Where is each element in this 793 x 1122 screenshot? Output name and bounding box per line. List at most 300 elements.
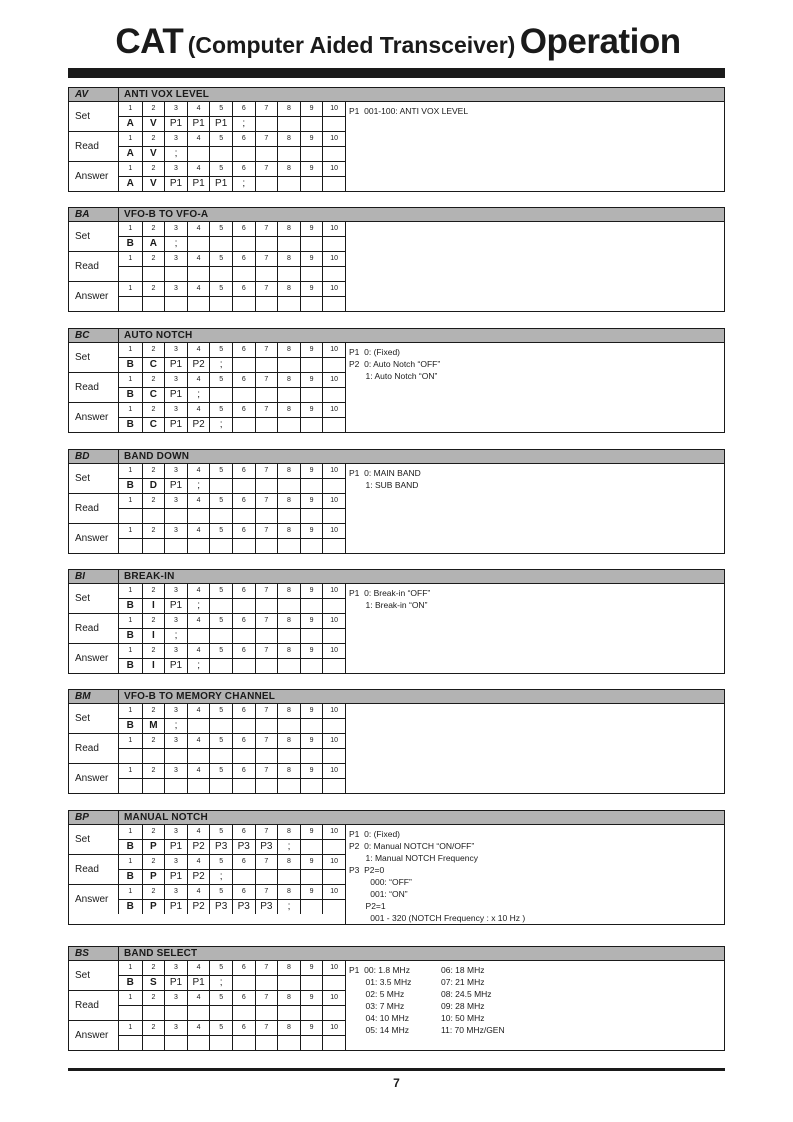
command-char: A: [142, 237, 165, 251]
command-char: [255, 719, 278, 733]
command-char: [209, 479, 232, 493]
digit-position: 9: [300, 614, 323, 628]
digit-position: 9: [300, 162, 323, 176]
digit-position: 6: [232, 373, 255, 387]
digit-position: 3: [164, 734, 187, 748]
command-char: [232, 599, 255, 613]
command-char: [300, 659, 323, 673]
command-char: P1: [187, 117, 210, 131]
digit-position: 1: [128, 225, 133, 232]
command-char: [119, 779, 142, 793]
command-char: [164, 297, 187, 311]
command-char: P: [142, 840, 165, 854]
command-char: [300, 358, 323, 372]
digit-position: 8: [277, 222, 300, 236]
command-char: [232, 297, 255, 311]
command-char: [300, 117, 323, 131]
digit-position: 6: [232, 494, 255, 508]
command-char: [187, 267, 210, 281]
command-row-read: [69, 854, 345, 884]
command-header: [69, 450, 724, 464]
command-char: P2: [187, 900, 210, 914]
command-char: [255, 1006, 278, 1020]
digit-position: 6: [232, 524, 255, 538]
digit-position: 9: [300, 524, 323, 538]
digit-position: 7: [255, 704, 278, 718]
command-row-read: [69, 251, 345, 281]
command-char: [300, 539, 323, 553]
digit-position: 7: [255, 373, 278, 387]
digit-position: 2: [142, 373, 165, 387]
digit-position: 8: [277, 885, 300, 899]
command-characters: [119, 358, 345, 372]
command-char: [300, 749, 323, 763]
digit-position: 4: [187, 524, 210, 538]
command-row-set: [69, 343, 345, 372]
digit-position: 9: [300, 464, 323, 478]
command-code: AV: [69, 88, 119, 101]
command-characters: [119, 267, 345, 281]
page-title: [68, 22, 728, 62]
digit-position: 3: [164, 464, 187, 478]
digit-positions: [119, 464, 345, 479]
command-char: [142, 297, 165, 311]
digit-position: 8: [277, 584, 300, 598]
command-char: [232, 1036, 255, 1050]
command-char: [255, 117, 278, 131]
command-char: V: [142, 117, 165, 131]
command-char: [277, 147, 300, 161]
digit-position: 2: [142, 614, 165, 628]
command-char: [209, 237, 232, 251]
row-label: Read: [69, 132, 119, 161]
digit-position: 5: [209, 734, 232, 748]
command-characters: [119, 870, 345, 884]
digit-position: 7: [255, 343, 278, 357]
digit-position: 4: [187, 494, 210, 508]
digit-position: 1: [128, 285, 133, 292]
digit-position: 6: [232, 132, 255, 146]
command-char: [300, 599, 323, 613]
command-char: [322, 1036, 345, 1050]
command-characters: [119, 297, 345, 311]
digit-position: 5: [209, 252, 232, 266]
digit-position: 1: [128, 587, 133, 594]
digit-position: 2: [142, 584, 165, 598]
command-char: [164, 749, 187, 763]
digit-position: 5: [209, 764, 232, 778]
command-char: [164, 1036, 187, 1050]
command-name: VFO-B TO VFO-A: [124, 209, 209, 220]
command-char: P1: [164, 599, 187, 613]
digit-position: 7: [255, 464, 278, 478]
command-char: B: [126, 841, 134, 852]
digit-position: 4: [187, 403, 210, 417]
command-header: [69, 690, 724, 704]
digit-position: 1: [128, 858, 133, 865]
command-char: [187, 629, 210, 643]
command-char: [142, 509, 165, 523]
digit-position: 7: [255, 102, 278, 116]
command-char: P1: [164, 976, 187, 990]
row-cells: [119, 222, 345, 251]
command-code: BC: [69, 329, 119, 342]
digit-position: 4: [187, 825, 210, 839]
digit-position: 3: [164, 584, 187, 598]
command-char: [142, 267, 165, 281]
parameter-notes: [346, 825, 724, 924]
command-char: [209, 388, 232, 402]
digit-position: 8: [277, 494, 300, 508]
digit-position: 7: [255, 162, 278, 176]
note-line: P1 0: (Fixed): [349, 829, 401, 839]
digit-position: 2: [142, 222, 165, 236]
digit-position: 5: [209, 524, 232, 538]
command-body: [69, 704, 724, 793]
command-code: BS: [69, 947, 119, 960]
digit-position: 6: [232, 102, 255, 116]
command-char: [187, 749, 210, 763]
digit-position: 8: [277, 764, 300, 778]
command-char: C: [142, 358, 165, 372]
command-char: [142, 1006, 165, 1020]
command-char: [300, 418, 323, 432]
command-char: [255, 539, 278, 553]
digit-position: 3: [164, 373, 187, 387]
command-row-set: [69, 222, 345, 251]
digit-position: 3: [164, 524, 187, 538]
digit-position: 1: [128, 617, 133, 624]
command-char: [232, 659, 255, 673]
command-char: P1: [164, 840, 187, 854]
page-number: 7: [393, 1076, 400, 1090]
row-cells: [119, 464, 345, 493]
digit-position: 6: [232, 704, 255, 718]
digit-positions: [119, 855, 345, 870]
command-code: BP: [69, 811, 119, 824]
command-char: [187, 779, 210, 793]
command-char: M: [142, 719, 165, 733]
note-line: 1: SUB BAND: [349, 480, 419, 490]
digit-position: 3: [164, 252, 187, 266]
digit-position: 3: [164, 1021, 187, 1035]
digit-position: 9: [300, 494, 323, 508]
command-characters: [119, 900, 345, 914]
command-char: C: [142, 418, 165, 432]
command-char: V: [142, 177, 165, 191]
digit-position: 7: [255, 132, 278, 146]
command-char: [322, 479, 345, 493]
command-char: [322, 358, 345, 372]
command-char: P1: [164, 870, 187, 884]
digit-position: 10: [322, 282, 345, 296]
command-char: B: [126, 660, 134, 671]
command-row-read: [69, 733, 345, 763]
command-char: [277, 719, 300, 733]
command-char: ;: [164, 719, 187, 733]
command-name: BAND SELECT: [124, 948, 198, 959]
command-char: ;: [232, 177, 255, 191]
row-cells: [119, 252, 345, 281]
digit-position: 4: [187, 614, 210, 628]
digit-position: 9: [300, 1021, 323, 1035]
command-char: [164, 779, 187, 793]
row-cells: [119, 1021, 345, 1050]
digit-positions: [119, 885, 345, 900]
command-characters: [119, 629, 345, 643]
command-rows: [69, 343, 346, 432]
digit-position: 10: [322, 961, 345, 975]
row-label: Read: [69, 373, 119, 402]
digit-position: 10: [322, 162, 345, 176]
digit-position: 2: [142, 102, 165, 116]
command-char: B: [126, 720, 134, 731]
band-entry: P1 00: 1.8 MHz: [349, 965, 410, 975]
command-char: P2: [187, 840, 210, 854]
command-row-set: [69, 704, 345, 733]
command-name: BREAK-IN: [124, 571, 175, 582]
row-cells: [119, 614, 345, 643]
command-char: [255, 479, 278, 493]
digit-position: 2: [142, 644, 165, 658]
command-char: [300, 1006, 323, 1020]
command-code: BD: [69, 450, 119, 463]
command-char: [119, 267, 142, 281]
command-char: [322, 418, 345, 432]
command-char: [142, 779, 165, 793]
command-char: [277, 509, 300, 523]
note-line: 000: “OFF”: [349, 877, 412, 887]
command-char: [255, 388, 278, 402]
command-char: [232, 749, 255, 763]
command-char: [164, 509, 187, 523]
digit-position: 6: [232, 222, 255, 236]
digit-position: 10: [322, 102, 345, 116]
digit-position: 1: [128, 994, 133, 1001]
digit-position: 4: [187, 464, 210, 478]
command-characters: [119, 177, 345, 191]
band-list-left: [349, 964, 441, 1036]
digit-position: 8: [277, 102, 300, 116]
command-char: [187, 1006, 210, 1020]
command-char: ;: [187, 388, 210, 402]
command-characters: [119, 599, 345, 613]
digit-position: 1: [128, 828, 133, 835]
digit-position: 2: [142, 494, 165, 508]
digit-position: 6: [232, 644, 255, 658]
command-char: [232, 237, 255, 251]
command-char: [322, 870, 345, 884]
digit-position: 2: [142, 885, 165, 899]
command-table-av: [68, 87, 725, 192]
digit-position: 10: [322, 1021, 345, 1035]
digit-position: 3: [164, 614, 187, 628]
command-char: [255, 779, 278, 793]
command-char: [209, 297, 232, 311]
digit-positions: [119, 764, 345, 779]
command-char: [255, 599, 278, 613]
digit-position: 1: [128, 376, 133, 383]
digit-position: 4: [187, 584, 210, 598]
command-char: ;: [209, 358, 232, 372]
command-char: ;: [187, 659, 210, 673]
command-char: [300, 388, 323, 402]
command-char: [119, 297, 142, 311]
command-char: [232, 779, 255, 793]
band-entry: 05: 14 MHz: [349, 1025, 409, 1035]
command-char: [209, 509, 232, 523]
command-char: P1: [164, 900, 187, 914]
command-characters: [119, 147, 345, 161]
digit-position: 6: [232, 885, 255, 899]
digit-position: 6: [232, 734, 255, 748]
command-char: [164, 267, 187, 281]
command-rows: [69, 961, 346, 1050]
digit-position: 4: [187, 162, 210, 176]
command-char: [277, 976, 300, 990]
command-char: P: [142, 870, 165, 884]
digit-position: 9: [300, 704, 323, 718]
parameter-notes: [346, 584, 724, 673]
digit-position: 9: [300, 132, 323, 146]
command-characters: [119, 117, 345, 131]
digit-position: 2: [142, 855, 165, 869]
row-cells: [119, 961, 345, 990]
digit-position: 7: [255, 1021, 278, 1035]
digit-position: 10: [322, 252, 345, 266]
digit-position: 3: [164, 403, 187, 417]
command-char: [300, 297, 323, 311]
digit-position: 8: [277, 961, 300, 975]
command-char: [322, 629, 345, 643]
digit-position: 4: [187, 373, 210, 387]
digit-position: 7: [255, 855, 278, 869]
command-char: P3: [209, 900, 232, 914]
digit-position: 3: [164, 282, 187, 296]
digit-position: 8: [277, 1021, 300, 1035]
command-char: [300, 479, 323, 493]
command-char: P1: [164, 177, 187, 191]
command-code: BM: [69, 690, 119, 703]
band-entry: 08: 24.5 MHz: [441, 989, 492, 999]
command-char: [119, 509, 142, 523]
command-char: I: [142, 659, 165, 673]
band-list: [349, 964, 724, 1036]
digit-position: 5: [209, 644, 232, 658]
command-char: [255, 147, 278, 161]
command-char: [209, 1006, 232, 1020]
row-label: Set: [69, 464, 119, 493]
digit-position: 1: [128, 767, 133, 774]
row-cells: [119, 282, 345, 311]
command-char: P1: [209, 177, 232, 191]
command-char: [255, 237, 278, 251]
digit-positions: [119, 704, 345, 719]
digit-position: 1: [128, 647, 133, 654]
command-char: A: [126, 178, 134, 189]
command-char: [322, 388, 345, 402]
digit-position: 3: [164, 222, 187, 236]
command-char: D: [142, 479, 165, 493]
command-header: [69, 88, 724, 102]
command-row-read: [69, 372, 345, 402]
command-char: [209, 719, 232, 733]
band-entry: 06: 18 MHz: [441, 965, 485, 975]
command-char: [322, 237, 345, 251]
digit-positions: [119, 991, 345, 1006]
command-char: [277, 779, 300, 793]
digit-position: 5: [209, 343, 232, 357]
title-end: Operation: [519, 22, 681, 61]
digit-position: 7: [255, 494, 278, 508]
command-char: [255, 418, 278, 432]
digit-position: 5: [209, 584, 232, 598]
digit-positions: [119, 162, 345, 177]
digit-position: 9: [300, 961, 323, 975]
row-label: Set: [69, 343, 119, 372]
command-char: [119, 749, 142, 763]
row-cells: [119, 855, 345, 884]
command-char: [277, 1036, 300, 1050]
command-row-set: [69, 825, 345, 854]
digit-position: 9: [300, 855, 323, 869]
command-char: [277, 659, 300, 673]
command-header: [69, 329, 724, 343]
command-char: [322, 117, 345, 131]
digit-position: 3: [164, 102, 187, 116]
digit-position: 5: [209, 162, 232, 176]
command-name: MANUAL NOTCH: [124, 812, 208, 823]
row-label: Set: [69, 704, 119, 733]
digit-position: 10: [322, 584, 345, 598]
row-label: Answer: [69, 282, 119, 311]
digit-position: 10: [322, 764, 345, 778]
digit-position: 7: [255, 764, 278, 778]
digit-position: 3: [164, 825, 187, 839]
digit-positions: [119, 614, 345, 629]
row-label: Set: [69, 102, 119, 131]
command-char: [322, 719, 345, 733]
digit-position: 1: [128, 964, 133, 971]
command-body: [69, 584, 724, 673]
digit-position: 7: [255, 403, 278, 417]
command-rows: [69, 222, 346, 311]
command-char: ;: [209, 418, 232, 432]
row-label: Read: [69, 734, 119, 763]
command-char: [142, 1036, 165, 1050]
command-rows: [69, 584, 346, 673]
command-char: I: [142, 629, 165, 643]
command-char: P: [142, 900, 165, 914]
digit-position: 2: [142, 961, 165, 975]
command-char: [322, 749, 345, 763]
digit-position: 2: [142, 162, 165, 176]
command-characters: [119, 779, 345, 793]
digit-position: 9: [300, 991, 323, 1005]
command-row-answer: [69, 161, 345, 191]
command-char: [322, 267, 345, 281]
digit-position: 2: [142, 1021, 165, 1035]
command-char: B: [126, 480, 134, 491]
command-char: [232, 539, 255, 553]
command-code: BA: [69, 208, 119, 221]
digit-position: 7: [255, 222, 278, 236]
command-char: [255, 509, 278, 523]
digit-position: 8: [277, 734, 300, 748]
digit-position: 7: [255, 885, 278, 899]
command-char: [322, 840, 345, 854]
digit-position: 7: [255, 252, 278, 266]
